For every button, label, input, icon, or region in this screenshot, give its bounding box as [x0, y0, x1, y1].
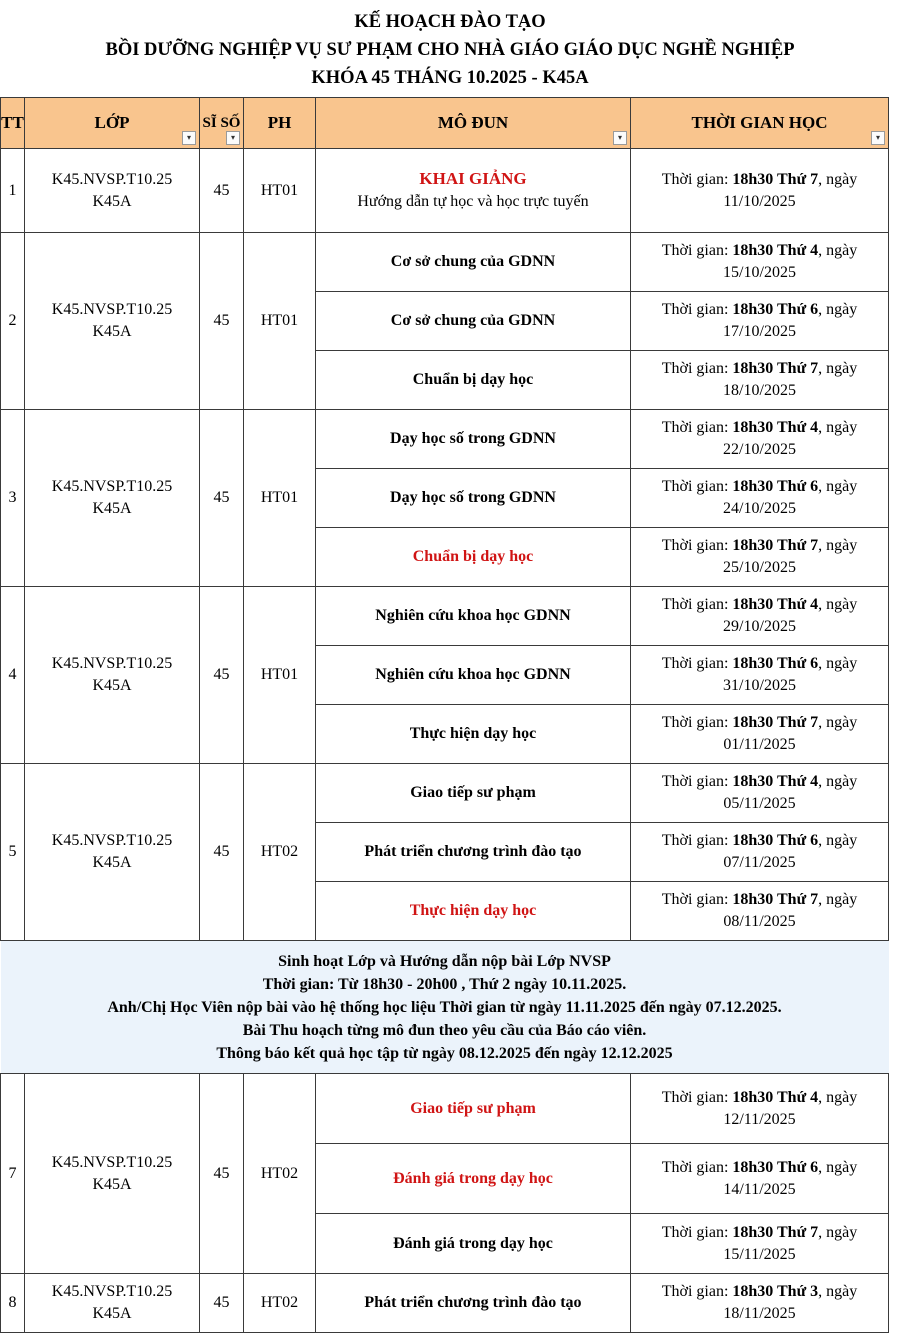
- time-slot: 18h30 Thứ 6: [732, 1158, 819, 1176]
- module-name: Dạy học số trong GDNN: [390, 430, 556, 447]
- room-code: HT02: [260, 1164, 299, 1182]
- document-title: [0, 0, 900, 97]
- class-size: 45: [213, 1164, 230, 1182]
- cell-lop: [25, 764, 200, 941]
- time-separator: , ngày: [818, 1283, 858, 1300]
- cell-ph: [244, 149, 316, 233]
- time-separator: , ngày: [818, 170, 858, 188]
- time-label: Thời gian:: [661, 891, 733, 908]
- module-name: Chuẩn bị dạy học: [412, 548, 534, 565]
- schedule-table: [0, 97, 889, 1333]
- class-code: K45.NVSP.T10.25: [51, 655, 173, 672]
- header-si-so[interactable]: SĨ SỐ ▾: [200, 98, 244, 149]
- module-name: Đánh giá trong dạy học: [393, 1234, 553, 1252]
- time-label: Thời gian:: [661, 773, 733, 790]
- cell-tt: [1, 233, 25, 410]
- cell-module: [316, 1074, 631, 1144]
- time-slot: 18h30 Thứ 4: [732, 773, 819, 790]
- header-thoi-gian[interactable]: THỜI GIAN HỌC ▾: [631, 98, 889, 149]
- time-separator: , ngày: [818, 537, 858, 554]
- cell-lop: [25, 233, 200, 410]
- class-size: 45: [213, 843, 230, 860]
- cell-module: [316, 149, 631, 233]
- cell-module: [316, 410, 631, 469]
- cell-module: [316, 351, 631, 410]
- room-code: HT02: [260, 843, 299, 860]
- cell-time: [631, 646, 889, 705]
- header-row: [1, 98, 889, 149]
- module-name: Thực hiện dạy học: [409, 902, 537, 919]
- table-row: [1, 764, 889, 823]
- time-slot: 18h30 Thứ 7: [732, 537, 819, 554]
- cell-lop: [25, 149, 200, 233]
- table-row: [1, 410, 889, 469]
- cell-ph: [244, 764, 316, 941]
- class-size: 45: [213, 312, 230, 329]
- session-date: 29/10/2025: [723, 618, 796, 635]
- time-label: Thời gian:: [661, 419, 733, 436]
- cell-tt: [1, 764, 25, 941]
- title-line-3: KHÓA 45 THÁNG 10.2025 - K45A: [311, 68, 589, 88]
- cell-tt: [1, 1074, 25, 1274]
- session-date: 18/11/2025: [723, 1305, 796, 1322]
- cell-module: [316, 823, 631, 882]
- time-label: Thời gian:: [661, 596, 733, 613]
- time-label: Thời gian:: [661, 1158, 733, 1176]
- time-label: Thời gian:: [661, 1283, 733, 1300]
- module-name: Nghiên cứu khoa học GDNN: [375, 607, 571, 624]
- module-name: Giao tiếp sư phạm: [410, 784, 536, 801]
- filter-dropdown-icon[interactable]: ▾: [871, 131, 885, 145]
- class-code: K45.NVSP.T10.25: [51, 478, 173, 495]
- cell-module: [316, 882, 631, 941]
- cell-time: [631, 1074, 889, 1144]
- time-label: Thời gian:: [661, 478, 733, 495]
- class-size: 45: [213, 489, 230, 506]
- session-date: 05/11/2025: [723, 795, 796, 812]
- cell-lop: [25, 587, 200, 764]
- cell-lop: [25, 1274, 200, 1333]
- module-name: Nghiên cứu khoa học GDNN: [375, 666, 571, 683]
- cell-module: [316, 764, 631, 823]
- time-label: Thời gian:: [661, 301, 733, 318]
- session-date: 22/10/2025: [723, 441, 796, 458]
- time-label: Thời gian:: [661, 714, 733, 731]
- session-date: 08/11/2025: [723, 913, 796, 930]
- time-label: Thời gian:: [661, 655, 733, 672]
- class-name: K45A: [92, 500, 132, 517]
- session-date: 31/10/2025: [723, 677, 796, 694]
- cell-module: [316, 528, 631, 587]
- class-name: K45A: [92, 192, 132, 210]
- session-date: 12/11/2025: [723, 1110, 796, 1128]
- cell-time: [631, 469, 889, 528]
- time-separator: , ngày: [818, 832, 858, 849]
- time-slot: 18h30 Thứ 4: [732, 419, 819, 436]
- module-name: Dạy học số trong GDNN: [390, 489, 556, 506]
- session-date: 15/11/2025: [723, 1245, 796, 1263]
- info-line: Thời gian: Từ 18h30 - 20h00 , Thứ 2 ngày 10.11.2025.: [262, 975, 627, 993]
- info-line: Sinh hoạt Lớp và Hướng dẫn nộp bài Lớp NVSP: [278, 952, 611, 970]
- cell-module: [316, 646, 631, 705]
- class-name: K45A: [92, 323, 132, 340]
- time-label: Thời gian:: [661, 242, 733, 259]
- filter-dropdown-icon[interactable]: ▾: [182, 131, 196, 145]
- cell-time: [631, 1214, 889, 1274]
- time-separator: , ngày: [818, 891, 858, 908]
- cell-module: [316, 705, 631, 764]
- class-size: 45: [213, 181, 230, 199]
- class-code: K45.NVSP.T10.25: [51, 1283, 173, 1300]
- info-row: [1, 941, 889, 1074]
- module-name: Đánh giá trong dạy học: [393, 1169, 553, 1187]
- cell-module: [316, 469, 631, 528]
- time-separator: , ngày: [818, 655, 858, 672]
- module-note: Hướng dẫn tự học và học trực tuyến: [357, 193, 589, 210]
- header-tt[interactable]: TT: [1, 98, 25, 149]
- tt-value: 2: [8, 312, 17, 329]
- cell-time: [631, 149, 889, 233]
- session-date: 18/10/2025: [723, 382, 796, 399]
- cell-time: [631, 233, 889, 292]
- table-row: [1, 233, 889, 292]
- class-name: K45A: [92, 854, 132, 871]
- class-size: 45: [213, 1294, 230, 1311]
- time-slot: 18h30 Thứ 7: [732, 1223, 819, 1241]
- cell-tt: [1, 410, 25, 587]
- tt-value: 8: [8, 1294, 17, 1311]
- cell-ph: [244, 1074, 316, 1274]
- module-name: Thực hiện dạy học: [409, 725, 537, 742]
- filter-dropdown-icon[interactable]: ▾: [613, 131, 627, 145]
- module-name: Cơ sở chung của GDNN: [390, 312, 556, 329]
- schedule-body: [1, 149, 889, 1333]
- time-label: Thời gian:: [661, 832, 733, 849]
- room-code: HT01: [260, 489, 299, 506]
- table-row: [1, 1274, 889, 1333]
- time-slot: 18h30 Thứ 7: [732, 170, 819, 188]
- time-separator: , ngày: [818, 1223, 858, 1241]
- cell-tt: [1, 587, 25, 764]
- room-code: HT01: [260, 312, 299, 329]
- session-date: 01/11/2025: [723, 736, 796, 753]
- tt-value: 5: [8, 843, 17, 860]
- cell-ph: [244, 587, 316, 764]
- module-name: Giao tiếp sư phạm: [410, 1099, 536, 1117]
- table-row: [1, 1074, 889, 1144]
- cell-time: [631, 823, 889, 882]
- time-separator: , ngày: [818, 714, 858, 731]
- cell-si-so: [200, 1074, 244, 1274]
- time-separator: , ngày: [818, 242, 858, 259]
- cell-tt: [1, 1274, 25, 1333]
- header-mo-dun[interactable]: MÔ ĐUN ▾: [316, 98, 631, 149]
- room-code: HT02: [260, 1294, 299, 1311]
- cell-time: [631, 1144, 889, 1214]
- time-label: Thời gian:: [661, 1088, 733, 1106]
- time-slot: 18h30 Thứ 7: [732, 714, 819, 731]
- time-slot: 18h30 Thứ 7: [732, 891, 819, 908]
- module-name: Chuẩn bị dạy học: [412, 371, 534, 388]
- cell-time: [631, 882, 889, 941]
- cell-lop: [25, 410, 200, 587]
- cell-si-so: [200, 587, 244, 764]
- cell-module: [316, 1214, 631, 1274]
- module-name: Phát triển chương trình đào tạo: [364, 1294, 582, 1311]
- cell-time: [631, 587, 889, 646]
- cell-si-so: [200, 149, 244, 233]
- table-row: [1, 149, 889, 233]
- cell-time: [631, 705, 889, 764]
- header-lop[interactable]: LỚP ▾: [25, 98, 200, 149]
- time-separator: , ngày: [818, 1158, 858, 1176]
- class-name: K45A: [92, 1305, 132, 1322]
- time-label: Thời gian:: [661, 170, 733, 188]
- info-cell: [1, 941, 889, 1074]
- cell-module: [316, 587, 631, 646]
- time-label: Thời gian:: [661, 1223, 733, 1241]
- time-separator: , ngày: [818, 478, 858, 495]
- time-slot: 18h30 Thứ 4: [732, 242, 819, 259]
- title-line-1: KẾ HOẠCH ĐÀO TẠO: [354, 12, 546, 32]
- time-separator: , ngày: [818, 301, 858, 318]
- time-slot: 18h30 Thứ 6: [732, 301, 819, 318]
- module-name: KHAI GIẢNG: [419, 169, 527, 188]
- cell-si-so: [200, 1274, 244, 1333]
- header-ph[interactable]: PH: [244, 98, 316, 149]
- cell-time: [631, 410, 889, 469]
- cell-si-so: [200, 410, 244, 587]
- cell-ph: [244, 233, 316, 410]
- session-date: 14/11/2025: [723, 1180, 796, 1198]
- class-code: K45.NVSP.T10.25: [51, 301, 173, 318]
- cell-si-so: [200, 764, 244, 941]
- module-name: Cơ sở chung của GDNN: [390, 253, 556, 270]
- info-line: Bài Thu hoạch từng mô đun theo yêu cầu của Báo cáo viên.: [242, 1021, 647, 1039]
- time-separator: , ngày: [818, 419, 858, 436]
- session-date: 07/11/2025: [723, 854, 796, 871]
- info-line: Anh/Chị Học Viên nộp bài vào hệ thống học liệu Thời gian từ ngày 11.11.2025 đến ngày 07.12.2025.: [107, 998, 782, 1016]
- filter-dropdown-icon[interactable]: ▾: [226, 131, 240, 145]
- room-code: HT01: [260, 666, 299, 683]
- time-slot: 18h30 Thứ 7: [732, 360, 819, 377]
- time-separator: , ngày: [818, 596, 858, 613]
- cell-time: [631, 292, 889, 351]
- room-code: HT01: [260, 181, 299, 199]
- class-size: 45: [213, 666, 230, 683]
- time-slot: 18h30 Thứ 6: [732, 832, 819, 849]
- session-date: 17/10/2025: [723, 323, 796, 340]
- class-name: K45A: [92, 677, 132, 694]
- table-row: [1, 587, 889, 646]
- session-date: 15/10/2025: [723, 264, 796, 281]
- cell-tt: [1, 149, 25, 233]
- class-name: K45A: [92, 1175, 132, 1193]
- cell-time: [631, 351, 889, 410]
- cell-module: [316, 1144, 631, 1214]
- time-slot: 18h30 Thứ 6: [732, 655, 819, 672]
- cell-module: [316, 1274, 631, 1333]
- info-line: Thông báo kết quả học tập từ ngày 08.12.2025 đến ngày 12.12.2025: [216, 1044, 673, 1062]
- session-date: 25/10/2025: [723, 559, 796, 576]
- module-name: Phát triển chương trình đào tạo: [364, 843, 582, 860]
- cell-time: [631, 528, 889, 587]
- time-separator: , ngày: [818, 360, 858, 377]
- session-date: 11/10/2025: [723, 192, 796, 210]
- time-slot: 18h30 Thứ 3: [732, 1283, 819, 1300]
- cell-time: [631, 764, 889, 823]
- class-code: K45.NVSP.T10.25: [51, 832, 173, 849]
- title-line-2: BỒI DƯỠNG NGHIỆP VỤ SƯ PHẠM CHO NHÀ GIÁO GIÁO DỤC NGHỀ NGHIỆP: [105, 40, 795, 60]
- cell-module: [316, 233, 631, 292]
- time-slot: 18h30 Thứ 4: [732, 1088, 819, 1106]
- session-date: 24/10/2025: [723, 500, 796, 517]
- time-label: Thời gian:: [661, 537, 733, 554]
- tt-value: 1: [8, 181, 17, 199]
- time-separator: , ngày: [818, 773, 858, 790]
- cell-si-so: [200, 233, 244, 410]
- time-slot: 18h30 Thứ 4: [732, 596, 819, 613]
- cell-lop: [25, 1074, 200, 1274]
- cell-time: [631, 1274, 889, 1333]
- tt-value: 3: [8, 489, 17, 506]
- class-code: K45.NVSP.T10.25: [51, 1153, 173, 1171]
- cell-module: [316, 292, 631, 351]
- cell-ph: [244, 410, 316, 587]
- class-code: K45.NVSP.T10.25: [51, 170, 173, 188]
- time-slot: 18h30 Thứ 6: [732, 478, 819, 495]
- time-separator: , ngày: [818, 1088, 858, 1106]
- cell-ph: [244, 1274, 316, 1333]
- time-label: Thời gian:: [661, 360, 733, 377]
- tt-value: 4: [8, 666, 17, 683]
- tt-value: 7: [8, 1164, 17, 1182]
